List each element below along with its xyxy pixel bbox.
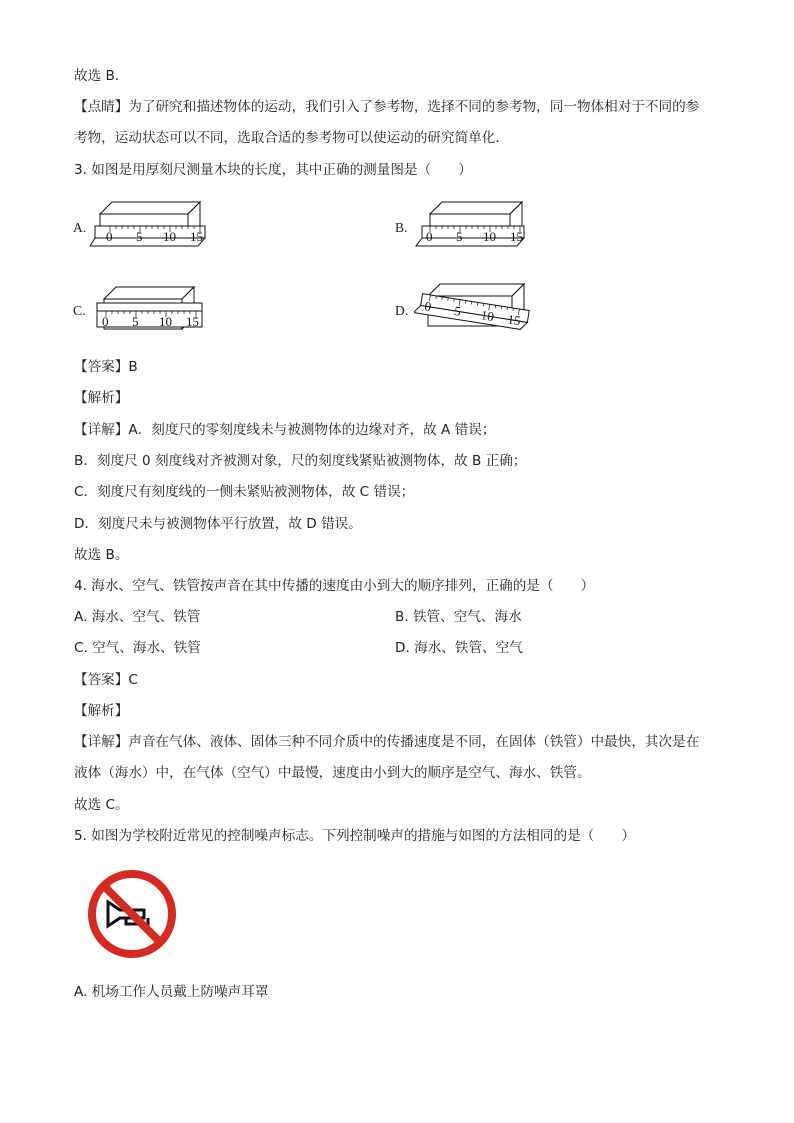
figure-label-b: B. <box>395 220 408 235</box>
ruler-figure-a <box>90 196 210 254</box>
answer-label: 【答案】B <box>74 359 138 375</box>
text-line: 故选 C。 <box>74 797 129 813</box>
analysis-label: 【解析】 <box>74 703 129 719</box>
text-line: 【详解】A．刻度尺的零刻度线未与被测物体的边缘对齐，故 A 错误； <box>74 422 496 438</box>
no-horn-sign-icon <box>86 868 178 960</box>
option-a: A. 海水、空气、铁管 <box>74 609 201 625</box>
tick-label: 5 <box>453 302 462 319</box>
tick-label: 0 <box>106 229 113 244</box>
figure-label-d: D. <box>395 303 409 318</box>
tick-label: 10 <box>483 229 496 244</box>
ruler-figure-d <box>414 278 538 340</box>
tick-label: 0 <box>423 298 433 315</box>
question-4: 4. 海水、空气、铁管按声音在其中传播的速度由小到大的顺序排列，正确的是（ ） <box>74 578 595 594</box>
answer-label: 【答案】C <box>74 672 138 688</box>
text-line: 【详解】声音在气体、液体、固体三种不同介质中的传播速度是不同，在固体（铁管）中最快，其次是在 <box>74 734 700 750</box>
text-line: C．刻度尺有刻度线的一侧未紧贴被测物体，故 C 错误； <box>74 484 415 500</box>
tick-label: 5 <box>132 314 139 329</box>
tick-label: 0 <box>426 229 433 244</box>
ruler-figure-c <box>92 279 210 339</box>
text-line: 考物，运动状态可以不同，选取合适的参考物可以使运动的研究简单化． <box>74 130 509 146</box>
tick-label: 10 <box>159 314 172 329</box>
text-line: 故选 B． <box>74 68 129 84</box>
tick-label: 5 <box>136 229 143 244</box>
tick-label: 10 <box>163 229 176 244</box>
text-line: B．刻度尺 0 刻度线对齐被测对象，尺的刻度线紧贴被测物体，故 B 正确； <box>74 453 527 469</box>
option-a: A. 机场工作人员戴上防噪声耳罩 <box>74 984 269 1000</box>
ruler-figure-b <box>412 196 532 254</box>
analysis-label: 【解析】 <box>74 390 129 406</box>
option-d: D. 海水、铁管、空气 <box>395 640 523 656</box>
tick-label: 15 <box>186 314 199 329</box>
tick-label: 10 <box>479 307 496 325</box>
tick-label: 15 <box>190 229 203 244</box>
text-line: 【点睛】为了研究和描述物体的运动，我们引入了参考物，选择不同的参考物，同一物体相对于不同的参 <box>74 99 700 115</box>
option-b: B. 铁管、空气、海水 <box>395 609 522 625</box>
figure-label-c: C. <box>73 303 86 318</box>
text-line: 液体（海水）中，在气体（空气）中最慢，速度由小到大的顺序是空气、海水、铁管。 <box>74 765 591 781</box>
tick-label: 15 <box>510 229 523 244</box>
figure-label-a: A. <box>73 220 87 235</box>
tick-label: 0 <box>102 314 109 329</box>
question-3: 3. 如图是用厚刻尺测量木块的长度，其中正确的测量图是（ ） <box>74 162 472 178</box>
text-line: 故选 B。 <box>74 547 129 563</box>
tick-label: 15 <box>506 311 522 329</box>
tick-label: 5 <box>456 229 463 244</box>
text-line: D．刻度尺未与被测物体平行放置，故 D 错误。 <box>74 516 362 532</box>
question-5: 5. 如图为学校附近常见的控制噪声标志。下列控制噪声的措施与如图的方法相同的是（ ） <box>74 828 636 844</box>
option-c: C. 空气、海水、铁管 <box>74 640 201 656</box>
